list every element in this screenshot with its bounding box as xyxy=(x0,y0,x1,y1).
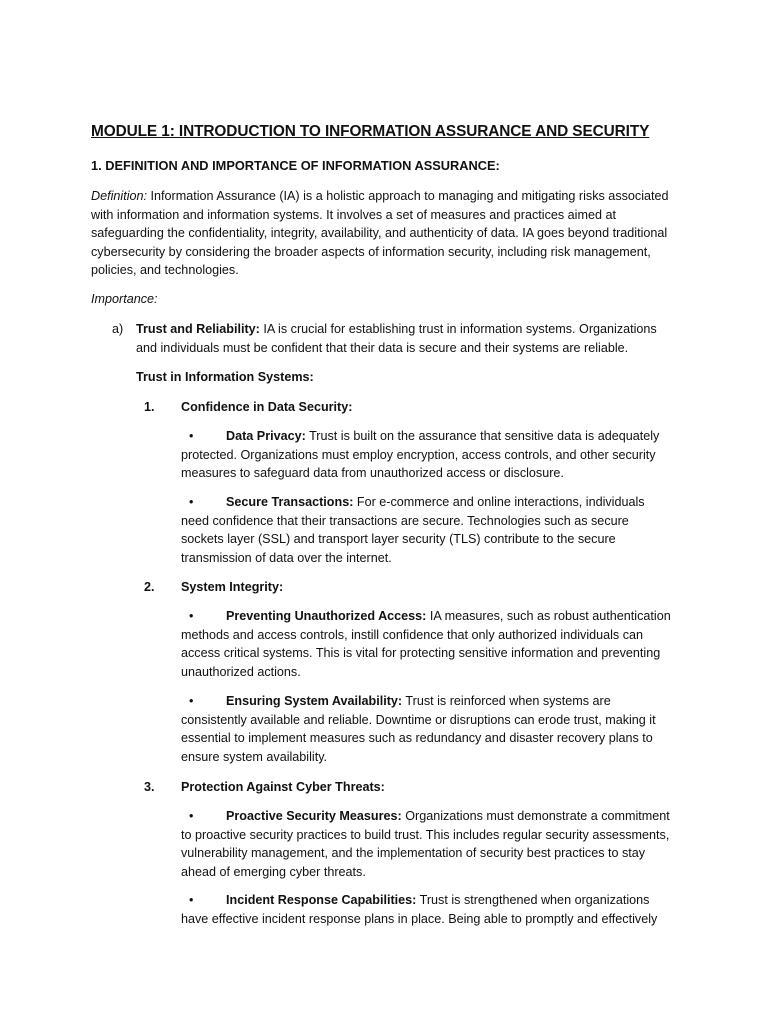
bullet-glyph: • xyxy=(189,609,194,623)
subheading-trust: Trust in Information Systems: xyxy=(136,370,314,384)
numbered-label-2: System Integrity: xyxy=(181,580,284,594)
bullet-label: Preventing Unauthorized Access: xyxy=(226,609,427,623)
bullet-label: Incident Response Capabilities: xyxy=(226,893,417,907)
bullet-label: Ensuring System Availability: xyxy=(226,694,403,708)
bullet-glyph: • xyxy=(189,694,194,708)
bullet-label: Data Privacy: xyxy=(226,429,306,443)
trust-reliability-text: IA is crucial for establishing trust in information systems. Organizations and individuals must be confident that their data is secure and their systems are reliable. xyxy=(136,322,657,355)
bullet-label: Proactive Security Measures: xyxy=(226,809,402,823)
bullet-glyph: • xyxy=(189,809,194,823)
definition-paragraph xyxy=(91,187,691,280)
bullet-text: IA measures, such as robust authentication methods and access controls, instill confidence that only authorized individuals can access critical systems. This is vital for protecting sensitive information and preventing unauthorized actions. xyxy=(181,609,671,679)
numbered-marker-2: 2. xyxy=(144,580,155,594)
bullet-text: For e-commerce and online interactions, individuals need confidence that their transactions are secure. Technologies such as secure sockets layer (SSL) and transport layer security (TLS) contribute to the secure transmission of data over the internet. xyxy=(181,495,645,565)
bullet-text: Trust is reinforced when systems are consistently available and reliable. Downtime or disruptions can erode trust, making it essential to implement measures such as redundancy and disaster recovery plans to ensure system availability. xyxy=(181,694,656,764)
bullet-unauthorized-access xyxy=(181,607,671,681)
numbered-label-1: Confidence in Data Security: xyxy=(181,400,353,414)
definition-text: Information Assurance (IA) is a holistic approach to managing and mitigating risks associated with information and information systems. It involves a set of measures and practices aimed at safeguarding the confidentiality, integrity, availability, and authenticity of data. IA goes beyond traditional cybersecurity by considering the broader aspects of information security, including risk management, policies, and technologies. xyxy=(91,189,669,278)
trust-reliability-paragraph xyxy=(136,320,681,357)
bullet-secure-transactions xyxy=(181,493,671,567)
bullet-glyph: • xyxy=(189,495,194,509)
bullet-glyph: • xyxy=(189,893,194,907)
bullet-data-privacy xyxy=(181,427,671,483)
bullet-proactive-security xyxy=(181,807,671,881)
bullet-text: Trust is strengthened when organizations have effective incident response plans in place. Being able to promptly and effectively xyxy=(181,893,658,926)
importance-label: Importance: xyxy=(91,292,158,306)
module-title: MODULE 1: INTRODUCTION TO INFORMATION ASSURANCE AND SECURITY xyxy=(91,123,650,140)
bullet-system-availability xyxy=(181,692,671,766)
list-marker-a: a) xyxy=(112,322,124,336)
bullet-text: Organizations must demonstrate a commitment to proactive security practices to build trust. This includes regular security assessments, vulnerability management, and the implementation of security best practices to stay ahead of emerging cyber threats. xyxy=(181,809,670,879)
numbered-marker-3: 3. xyxy=(144,780,155,794)
section-heading: 1. DEFINITION AND IMPORTANCE OF INFORMATION ASSURANCE: xyxy=(91,158,500,173)
bullet-label: Secure Transactions: xyxy=(226,495,354,509)
definition-label: Definition: xyxy=(91,189,148,203)
bullet-text: Trust is built on the assurance that sensitive data is adequately protected. Organizations must employ encryption, access controls, and other security measures to safeguard data from unauthorized access or disclosure. xyxy=(181,429,660,481)
trust-reliability-label: Trust and Reliability: xyxy=(136,322,260,336)
bullet-glyph: • xyxy=(189,429,194,443)
numbered-marker-1: 1. xyxy=(144,400,155,414)
bullet-incident-response xyxy=(181,891,671,928)
numbered-label-3: Protection Against Cyber Threats: xyxy=(181,780,385,794)
